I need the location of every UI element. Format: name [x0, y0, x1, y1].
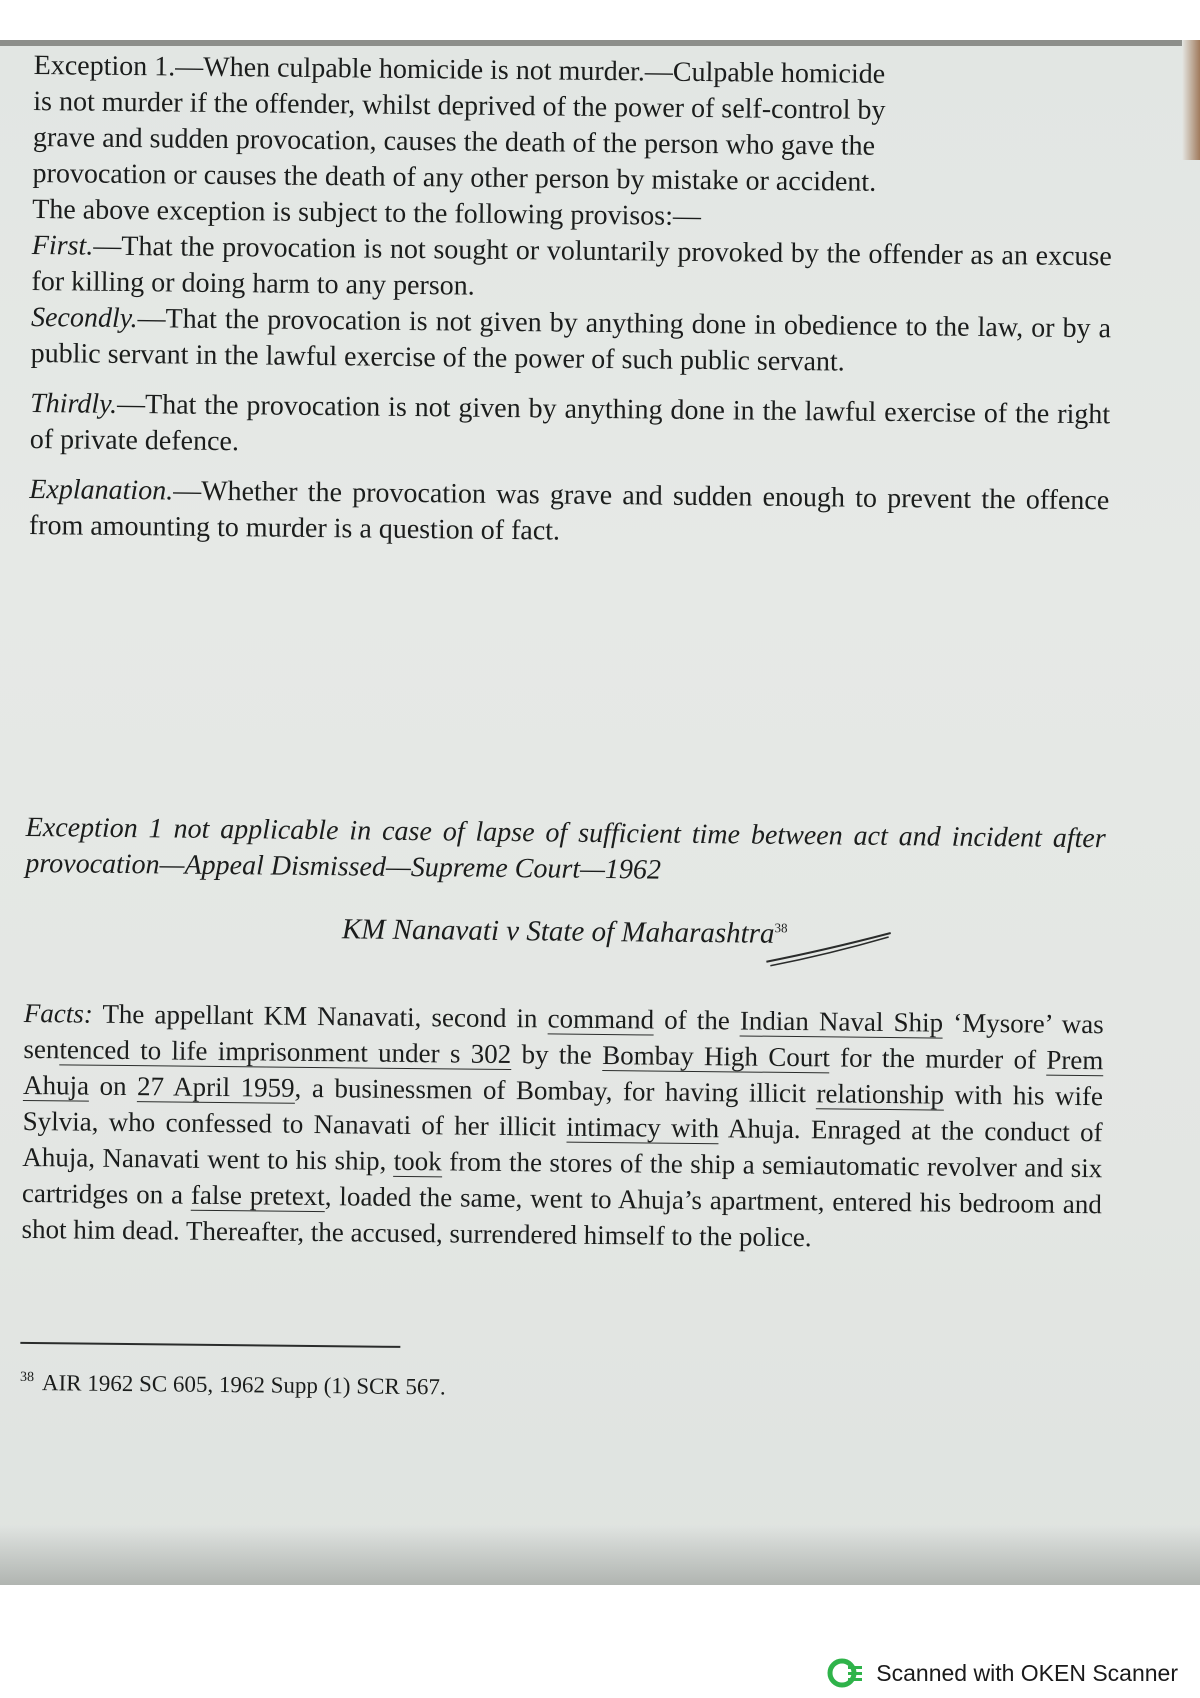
- proviso-secondly: [31, 300, 1112, 383]
- book-page: [18, 40, 1144, 1585]
- oken-scanner-logo-icon: [826, 1657, 866, 1689]
- scanner-watermark: [826, 1657, 1178, 1689]
- page-edge: [1182, 40, 1200, 160]
- intro-line-1: Exception 1.—When culpable homicide is not murder.—Culpable homicide: [33, 49, 886, 90]
- facts-text: , a businessmen of Bombay, for having illicit: [294, 1072, 817, 1109]
- explanation-text: —Whether the provocation was grave and sudden enough to prevent the offence from amounting to murder is a question of fact.: [28, 475, 1110, 547]
- intro-line-4: provocation or causes the death of any other person by mistake or accident.: [32, 157, 877, 198]
- underlined-text: Bombay High Court: [602, 1040, 830, 1073]
- facts-text: , loaded the same, went to Ahuja’s apartment, entered his bedroom and shot him dead. Thereafter, the accused, surrendered himself to the police.: [21, 1181, 1103, 1253]
- underlined-text: 27 April 1959: [136, 1071, 295, 1103]
- intro-line-3: grave and sudden provocation, causes the death of the person who gave the: [32, 121, 876, 162]
- underlined-text: intimacy with: [566, 1111, 720, 1144]
- explanation: [29, 472, 1110, 555]
- underlined-text: Indian Naval Ship: [739, 1005, 944, 1038]
- secondly-label: Secondly.: [30, 301, 138, 335]
- underlined-text: Prem Ahuja: [22, 1044, 1104, 1101]
- bottom-shadow: [0, 1525, 1200, 1585]
- facts-text: on: [88, 1070, 138, 1102]
- facts-label: Facts:: [23, 997, 93, 1029]
- intro-line-2: is not murder if the offender, whilst deprived of the power of self-control by: [33, 85, 886, 126]
- underlined-text: command: [547, 1003, 655, 1035]
- footnote-text: AIR 1962 SC 605, 1962 Supp (1) SCR 567.: [41, 1370, 446, 1400]
- thirdly-label: Thirdly.: [30, 387, 118, 420]
- scanner-label: Scanned with OKEN Scanner: [876, 1659, 1178, 1686]
- footnote: [20, 1370, 920, 1405]
- facts-text: with his wife Sylvia, who confessed to Nanavati of her illicit: [22, 1079, 1104, 1142]
- case-footnote-ref: 38: [774, 920, 788, 936]
- pen-stroke-mark: [764, 928, 894, 969]
- facts-text: The appellant KM Nanavati, second in: [92, 998, 548, 1034]
- thirdly-text: —That the provocation is not given by anything done in the lawful exercise of the right of private defence.: [29, 388, 1111, 458]
- facts-text: for the murder of: [829, 1042, 1047, 1075]
- footnote-number: 38: [19, 1370, 35, 1386]
- scanner-footer: [0, 1585, 1200, 1698]
- first-label: First.: [31, 229, 94, 262]
- provisos-intro: The above exception is subject to the following provisos:—: [32, 193, 702, 232]
- case-name-text: KM Nanavati v State of Maharashtra: [341, 913, 775, 950]
- footnote-divider: [20, 1342, 400, 1348]
- proviso-thirdly: [30, 386, 1111, 469]
- statute-text: [29, 48, 1114, 555]
- secondly-text: —That the provocation is not given by anything done in obedience to the law, or by a public servant in the lawful exercise of the power of such public servant.: [30, 303, 1112, 378]
- facts-text: Ahuja. Enraged at the conduct of Ahuja, Nanavati went to his ship,: [22, 1113, 1103, 1176]
- facts-text: ‘Mysore’ was sen: [23, 1007, 1104, 1065]
- facts-text: by the: [511, 1039, 603, 1071]
- underlined-text: tenced to life imprisonment under s 302: [59, 1034, 512, 1070]
- proviso-first: [31, 228, 1112, 311]
- facts-paragraph: [21, 995, 1104, 1258]
- underlined-text: took: [393, 1145, 442, 1177]
- explanation-label: Explanation.: [29, 473, 174, 507]
- case-heading: Exception 1 not applicable in case of lapse of sufficient time between act and incident after provocation—Appeal Dismissed—Supreme Court—1962: [25, 811, 1106, 886]
- facts-text: of the: [653, 1004, 741, 1036]
- underlined-text: false pretext: [190, 1179, 325, 1212]
- case-name: [25, 910, 1105, 954]
- scanned-page-photo: [0, 40, 1200, 1585]
- facts-text: from the stores of the ship a semiautomatic revolver and six cartridges on a: [21, 1146, 1103, 1210]
- underlined-text: relationship: [816, 1078, 945, 1110]
- first-text: —That the provocation is not sought or voluntarily provoked by the offender as an excuse for killing or doing harm to any person.: [31, 230, 1112, 302]
